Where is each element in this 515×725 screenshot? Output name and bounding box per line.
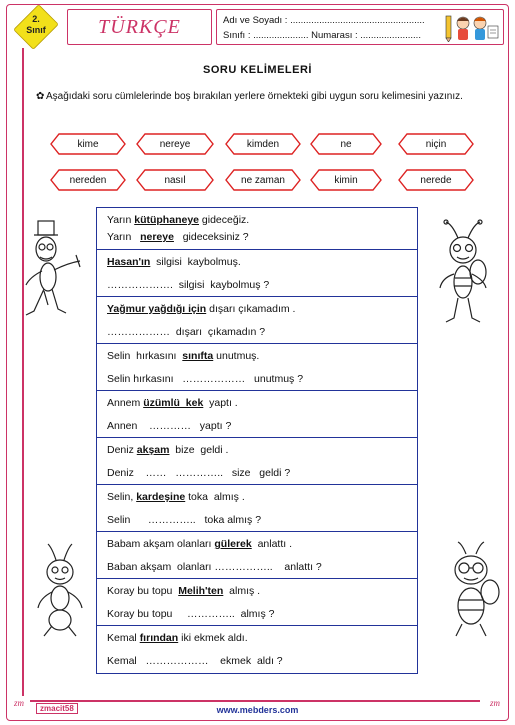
example-sentence <box>107 630 407 647</box>
name-field[interactable]: Adı ve Soyadı : ................................................... <box>223 15 425 26</box>
answer-phrase: kütüphaneye <box>134 214 199 226</box>
sentence-text: dışarı çıkamadım . <box>206 303 296 315</box>
question-row <box>97 579 417 626</box>
footer-line <box>30 700 480 702</box>
grasshopper-illustration <box>18 215 84 325</box>
answer-phrase: Hasan'ın <box>107 256 151 268</box>
sentence-text: Selin ………….. toka almış ? <box>107 514 262 526</box>
question-sentence <box>107 418 407 435</box>
grade-label <box>18 14 54 36</box>
sentence-text: Koray bu topu ………….. almış ? <box>107 608 275 620</box>
sentence-text: Selin hırkasını <box>107 350 183 362</box>
question-row <box>97 297 417 344</box>
example-sentence <box>107 395 407 412</box>
sentence-text: bize geldi . <box>169 444 229 456</box>
sentence-text: Deniz …… ………….. size geldi ? <box>107 467 291 479</box>
question-row <box>97 485 417 532</box>
sentence-text: Baban akşam olanları …………….. anlattı ? <box>107 561 322 573</box>
sentence-text: yaptı . <box>203 397 238 409</box>
example-sentence <box>107 301 407 318</box>
grade-number: 2. <box>32 14 40 24</box>
answer-phrase: kardeşine <box>136 491 186 503</box>
sentence-text: Koray bu topu <box>107 585 179 597</box>
question-sentence <box>107 465 407 482</box>
example-sentence <box>107 348 407 365</box>
margin-line <box>22 48 24 696</box>
sentence-text: Yarın <box>107 231 141 243</box>
answer-phrase: nereye <box>140 231 174 243</box>
question-sentence <box>107 559 407 576</box>
sentence-text: gideceğiz. <box>199 214 250 226</box>
word-option <box>136 133 214 155</box>
word-option <box>310 133 382 155</box>
sentence-text: Annen ………… yaptı ? <box>107 420 232 432</box>
footer-url[interactable]: www.mebders.com <box>216 705 299 715</box>
bee-with-glasses-illustration <box>438 540 502 640</box>
word-text: kime <box>77 138 99 150</box>
sentence-text: ……………… dışarı çıkamadın ? <box>107 326 266 338</box>
sentence-text: gideceksiniz ? <box>173 231 249 243</box>
example-sentence <box>107 489 407 506</box>
grade-word: Sınıf <box>26 25 46 35</box>
sentence-text: almış . <box>223 585 261 597</box>
answer-phrase: fırından <box>139 632 179 644</box>
question-row <box>97 532 417 579</box>
sentence-text: silgisi kaybolmuş. <box>150 256 241 268</box>
word-option <box>310 169 382 191</box>
example-sentence <box>107 536 407 553</box>
word-option <box>225 169 301 191</box>
student-info-box <box>216 9 504 45</box>
word-option <box>225 133 301 155</box>
footer-mark-right: zm <box>490 698 501 708</box>
question-row <box>97 626 417 673</box>
sentence-text: Babam akşam olanları <box>107 538 215 550</box>
word-text: nereye <box>159 138 191 150</box>
question-sentence <box>107 371 407 388</box>
class-number-field[interactable]: Sınıfı : ..................... Numarası : ....................... <box>223 30 421 41</box>
answer-phrase: gülerek <box>214 538 252 550</box>
kids-with-pencil-icon <box>444 12 500 42</box>
word-option <box>398 169 474 191</box>
answer-phrase: akşam <box>136 444 170 456</box>
word-text: ne <box>340 138 352 150</box>
word-text: nereden <box>69 174 107 186</box>
sentence-text: Deniz <box>107 444 137 456</box>
sentence-text: ………………. silgisi kaybolmuş ? <box>107 279 270 291</box>
bee-illustration <box>432 218 498 328</box>
example-sentence <box>107 442 407 459</box>
question-sentence <box>107 512 407 529</box>
answer-phrase: sınıfta <box>182 350 214 362</box>
word-option <box>50 133 126 155</box>
word-option <box>136 169 214 191</box>
subject-title: TÜRKÇE <box>67 9 212 45</box>
sentence-text: iki ekmek aldı. <box>178 632 248 644</box>
question-row <box>97 208 417 250</box>
ant-illustration <box>28 540 92 640</box>
question-sentence <box>107 229 407 246</box>
word-text: ne zaman <box>241 174 285 186</box>
sentence-text: Selin hırkasını ……………… unutmuş ? <box>107 373 304 385</box>
question-sentence <box>107 653 407 670</box>
question-row <box>97 438 417 485</box>
author-tag: zmacit58 <box>36 703 78 714</box>
sentence-text: unutmuş. <box>213 350 260 362</box>
word-text: niçin <box>425 138 447 150</box>
answer-phrase: Melih'ten <box>178 585 224 597</box>
instruction-text: Aşağıdaki soru cümlelerinde boş bırakılan yerlere örnekteki gibi uygun soru kelimesini yazınız. <box>46 91 463 102</box>
question-row <box>97 391 417 438</box>
word-option <box>398 133 474 155</box>
word-text: nasıl <box>164 174 186 186</box>
word-text: nerede <box>420 174 452 186</box>
sentence-text: Yarın <box>107 214 135 226</box>
sentence-text: Kemal ……………… ekmek aldı ? <box>107 655 283 667</box>
answer-phrase: Yağmur yağdığı için <box>107 303 207 315</box>
question-sentence <box>107 606 407 623</box>
word-option <box>50 169 126 191</box>
question-sentence <box>107 324 407 341</box>
question-table <box>96 207 418 674</box>
flower-bullet-icon: ✿ <box>36 91 45 102</box>
sentence-text: toka almış . <box>185 491 245 503</box>
sentence-text: Annem <box>107 397 144 409</box>
sentence-text: Selin, <box>107 491 137 503</box>
footer-mark-left: zm <box>14 698 25 708</box>
answer-phrase: üzümlü kek <box>143 397 204 409</box>
example-sentence <box>107 212 407 229</box>
question-row <box>97 250 417 297</box>
sentence-text: Kemal <box>107 632 140 644</box>
example-sentence <box>107 254 407 271</box>
question-row <box>97 344 417 391</box>
example-sentence <box>107 583 407 600</box>
sentence-text: anlattı . <box>251 538 293 550</box>
worksheet-title: SORU KELİMELERİ <box>203 64 312 76</box>
word-text: kimin <box>334 174 358 186</box>
word-text: kimden <box>246 138 280 150</box>
question-sentence <box>107 277 407 294</box>
